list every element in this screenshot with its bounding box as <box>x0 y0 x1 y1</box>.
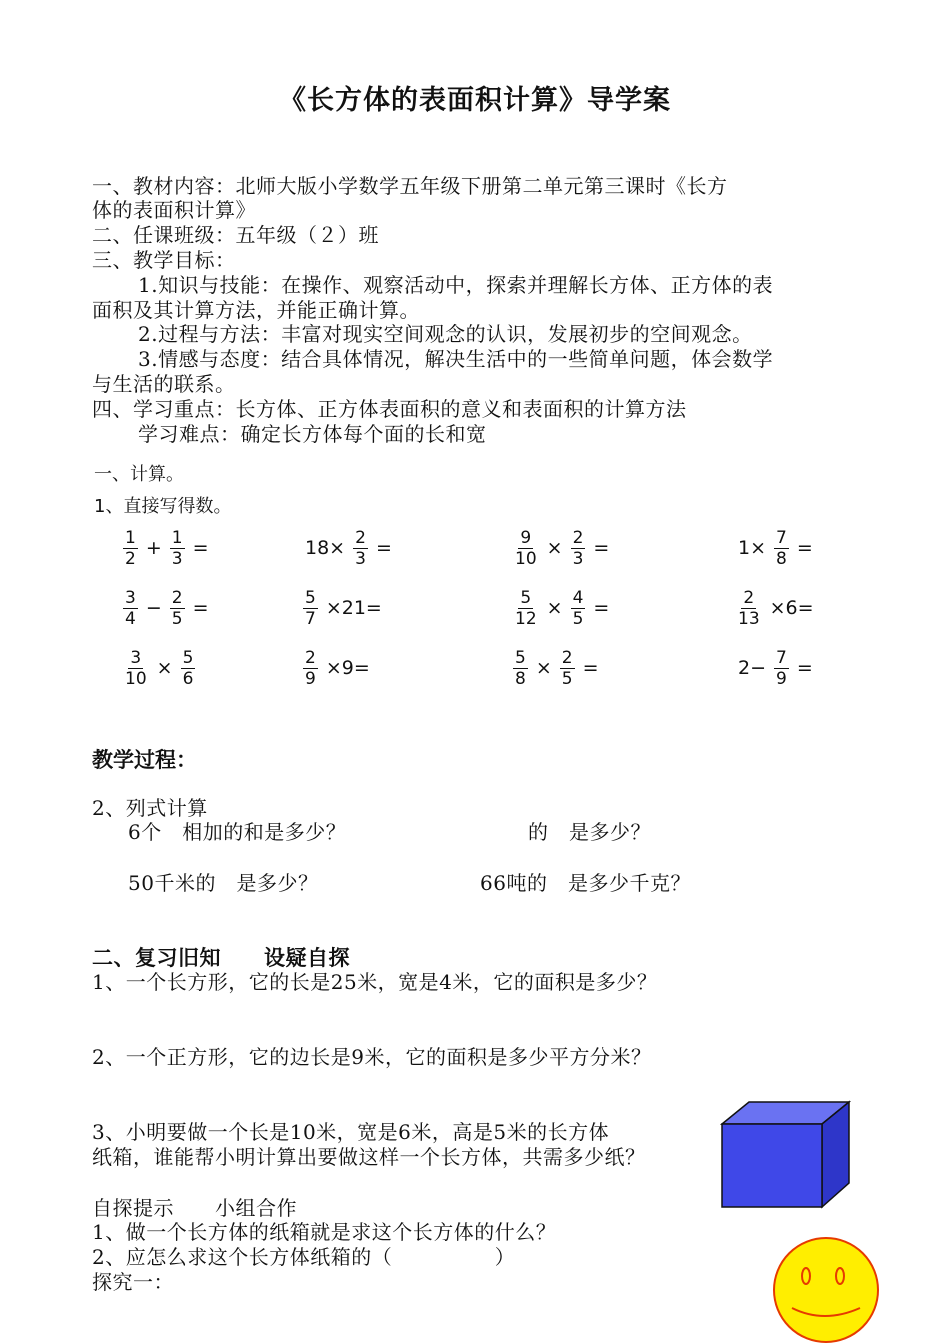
material-content-line1: 一、教材内容：北师大版小学数学五年级下册第二单元第三课时《长方 <box>92 174 728 198</box>
calc-problem <box>510 524 614 572</box>
process-question-2: 的 是多少？ <box>528 820 651 844</box>
denominator: 12 <box>515 608 537 629</box>
process-question-3: 50千米的 是多少？ <box>128 871 319 895</box>
denominator: 3 <box>171 548 183 569</box>
hint-1: 1、做一个长方体的纸箱就是求这个长方体的什么？ <box>92 1220 557 1244</box>
goal-process: 2.过程与方法：丰富对现实空间观念的认识，发展初步的空间观念。 <box>138 322 753 346</box>
denominator: 4 <box>125 608 136 629</box>
calc-operator: ×9= <box>325 657 370 679</box>
fraction <box>513 528 539 569</box>
fraction <box>513 648 528 689</box>
fraction <box>181 648 196 689</box>
equals-sign: = <box>192 597 209 619</box>
fraction <box>303 648 318 689</box>
calc-subheading: 1、直接写得数。 <box>94 496 232 517</box>
fraction <box>774 528 789 569</box>
calc-operator: × <box>156 657 173 679</box>
fraction <box>123 528 138 569</box>
calc-operator: × <box>535 657 552 679</box>
equals-sign: = <box>375 537 392 559</box>
goals-heading: 三、教学目标： <box>92 248 236 272</box>
numerator: 2 <box>561 647 573 668</box>
calc-problem <box>300 524 397 572</box>
goal-knowledge-line1: 1.知识与技能：在操作、观察活动中，探索并理解长方体、正方体的表 <box>138 273 774 297</box>
cuboid-front-face <box>722 1124 822 1207</box>
material-content-line2: 体的表面积计算》 <box>92 198 256 222</box>
denominator: 2 <box>125 548 136 569</box>
equals-sign: = <box>593 597 610 619</box>
denominator: 3 <box>572 548 584 569</box>
calc-problem <box>120 584 214 632</box>
fraction <box>774 648 789 689</box>
fraction <box>170 528 185 569</box>
calc-operator: × <box>546 597 563 619</box>
numerator: 4 <box>572 587 584 608</box>
class-info: 二、任课班级：五年级（２）班 <box>92 223 379 247</box>
numerator: 7 <box>776 647 787 668</box>
smiley-face-circle <box>774 1238 878 1342</box>
learning-focus: 四、学习重点：长方体、正方体表面积的意义和表面积的计算方法 <box>92 397 687 421</box>
process-question-4: 66吨的 是多少千克？ <box>480 871 691 895</box>
denominator: 6 <box>182 668 194 689</box>
page-title: 《长方体的表面积计算》导学案 <box>279 85 671 116</box>
numerator: 2 <box>305 647 316 668</box>
calc-problem <box>733 644 818 692</box>
denominator: 5 <box>572 608 584 629</box>
review-question-3-line1: 3、小明要做一个长是10米，宽是6米，高是5米的长方体 <box>92 1120 610 1144</box>
fraction <box>123 588 138 629</box>
calc-prefix: 1× <box>738 537 767 559</box>
numerator: 3 <box>125 587 136 608</box>
calc-problem <box>510 584 614 632</box>
calc-problem <box>120 524 214 572</box>
fraction <box>170 588 185 629</box>
process-heading: 教学过程： <box>92 748 197 772</box>
fraction <box>571 528 586 569</box>
fraction <box>123 648 149 689</box>
fraction <box>513 588 539 629</box>
calc-operator: + <box>145 537 162 559</box>
smiley-face-icon <box>770 1234 882 1344</box>
equals-sign: = <box>796 537 813 559</box>
calc-operator: ×21= <box>325 597 382 619</box>
denominator: 5 <box>561 668 573 689</box>
numerator: 5 <box>520 587 532 608</box>
numerator: 1 <box>125 527 136 548</box>
denominator: 5 <box>171 608 183 629</box>
learning-difficulty: 学习难点：确定长方体每个面的长和宽 <box>138 422 487 446</box>
denominator: 10 <box>125 668 147 689</box>
numerator: 5 <box>182 647 194 668</box>
numerator: 5 <box>515 647 526 668</box>
numerator: 5 <box>305 587 316 608</box>
cuboid-illustration <box>715 1095 855 1213</box>
calc-problem <box>300 584 387 632</box>
denominator: 10 <box>515 548 537 569</box>
goal-emotion-line2: 与生活的联系。 <box>92 372 236 396</box>
calc-problem <box>510 644 604 692</box>
hints-heading: 自探提示 小组合作 <box>92 1196 297 1220</box>
calc-heading: 一、计算。 <box>94 464 184 485</box>
review-heading: 二、复习旧知 设疑自探 <box>92 945 350 970</box>
denominator: 8 <box>776 548 787 569</box>
calc-problem <box>733 524 818 572</box>
process-subheading: 2、列式计算 <box>92 796 208 820</box>
numerator: 2 <box>743 587 755 608</box>
numerator: 2 <box>355 527 366 548</box>
denominator: 7 <box>305 608 316 629</box>
calc-operator: × <box>546 537 563 559</box>
fraction <box>353 528 368 569</box>
fraction <box>736 588 762 629</box>
numerator: 9 <box>520 527 532 548</box>
denominator: 3 <box>355 548 366 569</box>
denominator: 13 <box>738 608 760 629</box>
numerator: 1 <box>171 527 183 548</box>
review-question-3-line2: 纸箱，谁能帮小明计算出要做这样一个长方体，共需多少纸？ <box>92 1145 646 1169</box>
review-question-1: 1、一个长方形，它的长是25米，宽是4米，它的面积是多少？ <box>92 970 658 994</box>
review-question-2: 2、一个正方形，它的边长是9米，它的面积是多少平方分米？ <box>92 1045 652 1069</box>
equals-sign: = <box>593 537 610 559</box>
fraction <box>303 588 318 629</box>
calc-problem <box>300 644 375 692</box>
fraction <box>571 588 586 629</box>
numerator: 2 <box>572 527 584 548</box>
process-question-1: 6个 相加的和是多少？ <box>128 820 347 844</box>
numerator: 3 <box>130 647 142 668</box>
equals-sign: = <box>582 657 599 679</box>
numerator: 7 <box>776 527 787 548</box>
numerator: 2 <box>171 587 183 608</box>
calc-problem <box>120 644 198 692</box>
fraction <box>560 648 575 689</box>
goal-knowledge-line2: 面积及其计算方法，并能正确计算。 <box>92 298 420 322</box>
equals-sign: = <box>796 657 813 679</box>
denominator: 8 <box>515 668 526 689</box>
calc-problem <box>733 584 819 632</box>
calc-prefix: 2− <box>738 657 767 679</box>
calc-operator: ×6= <box>769 597 814 619</box>
calc-prefix: 18× <box>305 537 346 559</box>
calc-operator: − <box>145 597 162 619</box>
equals-sign: = <box>192 537 209 559</box>
explore-one-label: 探究一： <box>92 1270 174 1294</box>
denominator: 9 <box>776 668 787 689</box>
goal-emotion-line1: 3.情感与态度：结合具体情况，解决生活中的一些简单问题，体会数学 <box>138 347 774 371</box>
hint-2: 2、应怎么求这个长方体纸箱的（ ） <box>92 1245 516 1269</box>
denominator: 9 <box>305 668 316 689</box>
